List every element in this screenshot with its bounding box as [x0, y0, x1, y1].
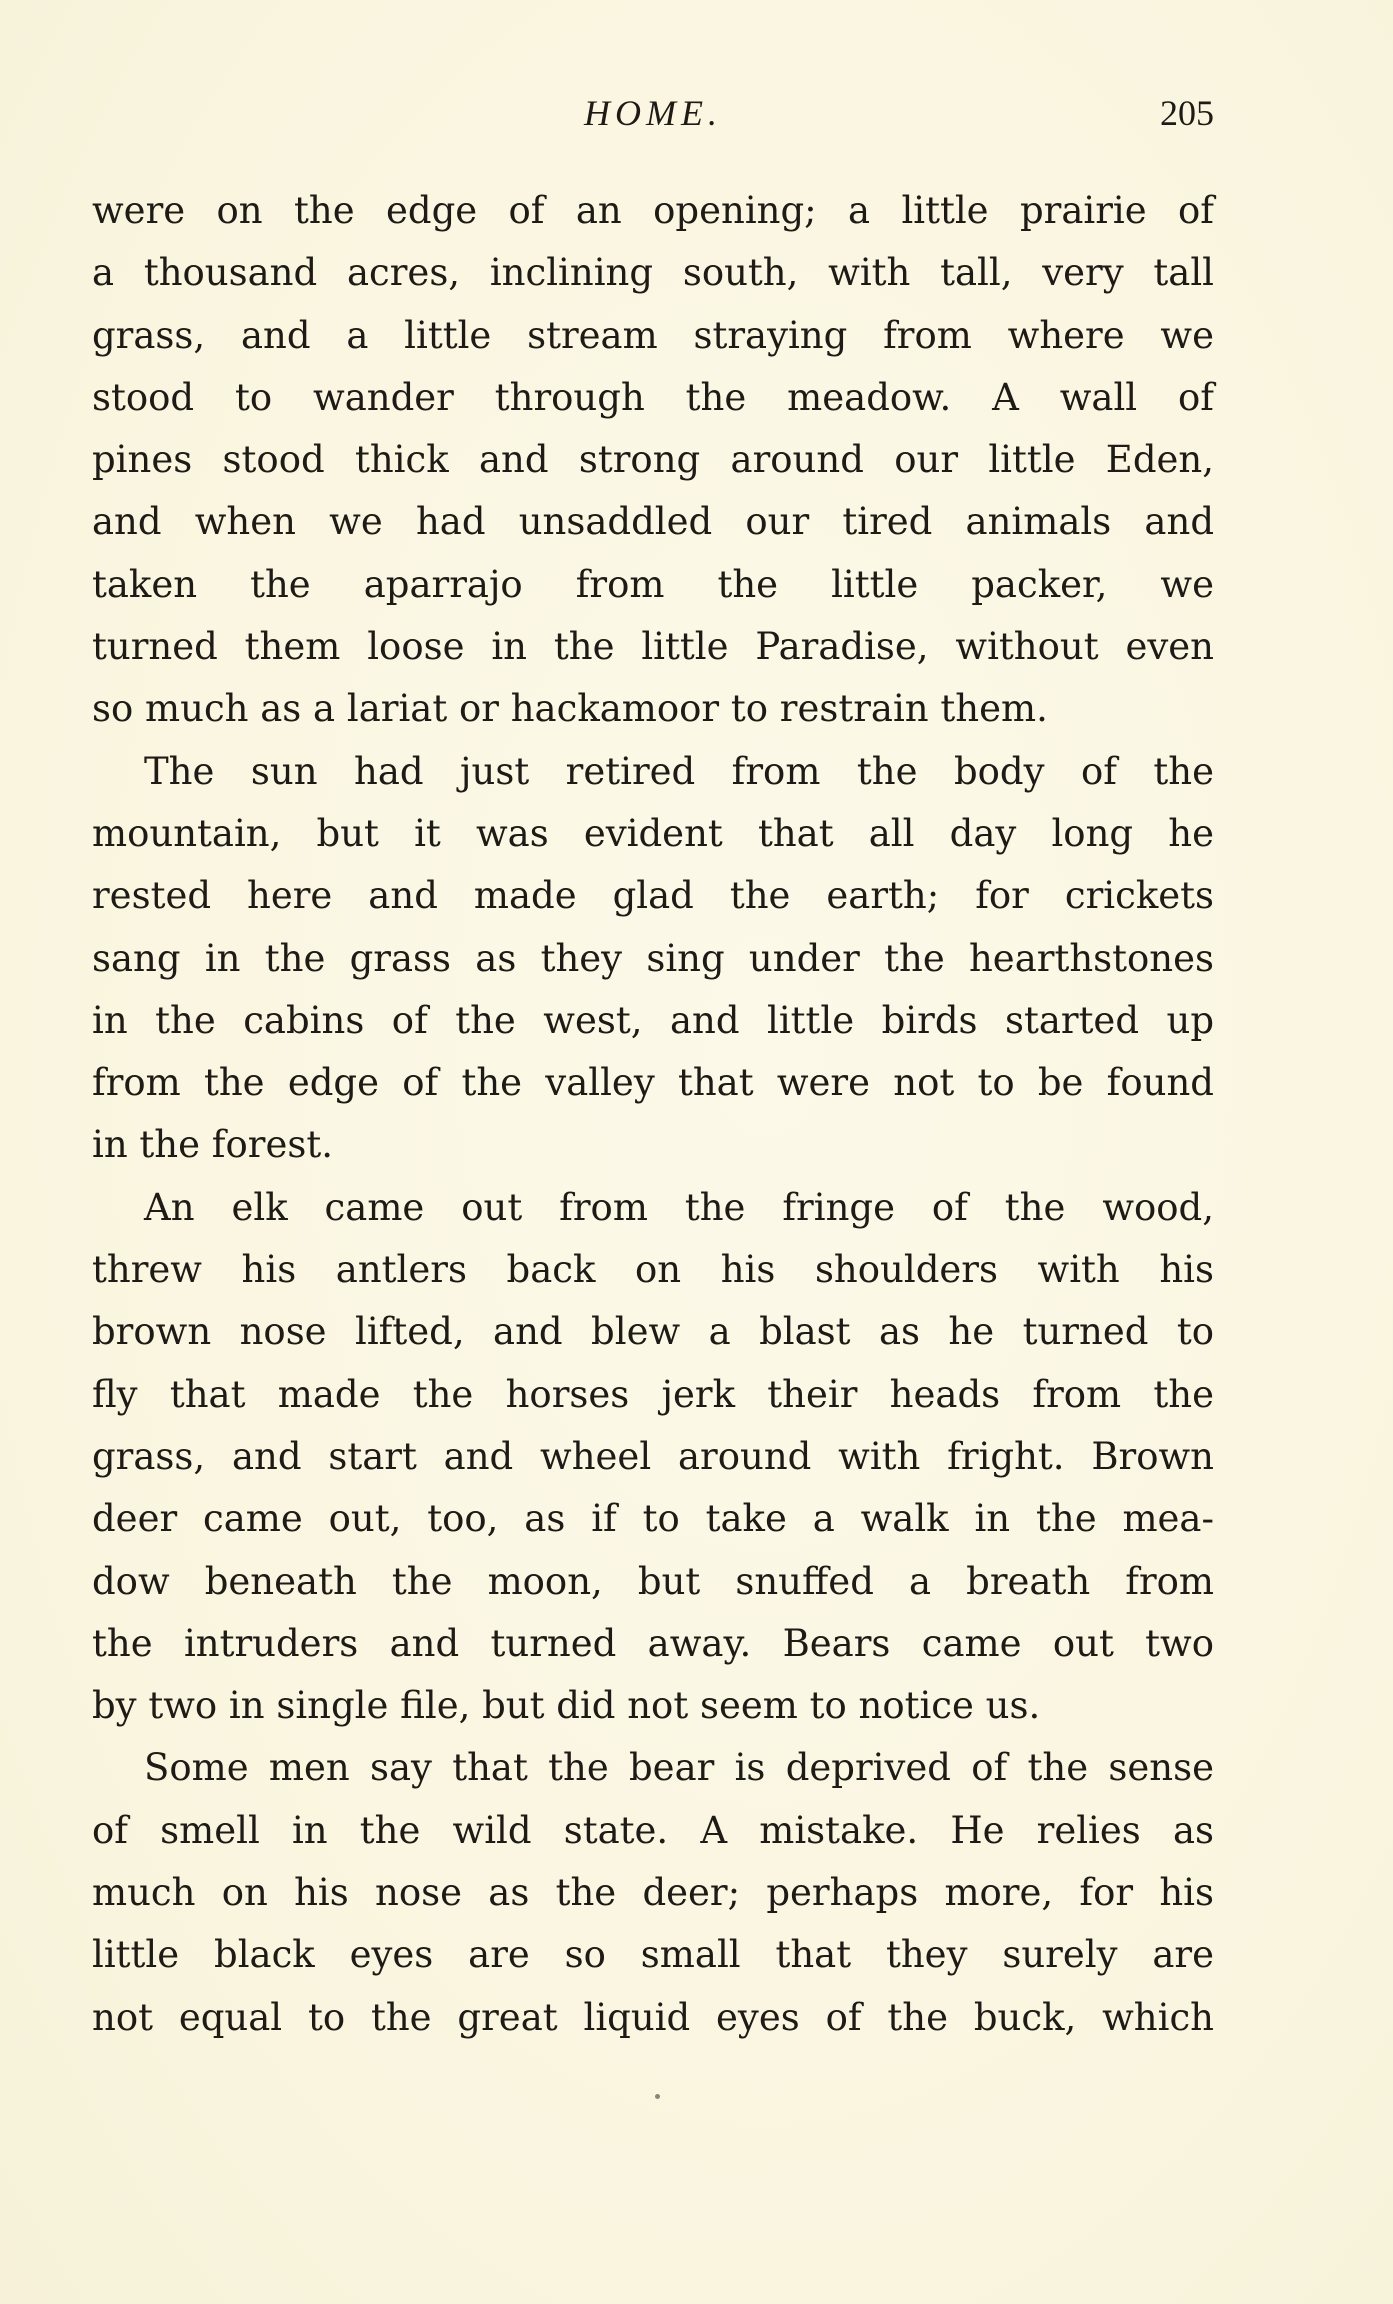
text-line: Some men say that the bear is deprived of the sense: [144, 1746, 1214, 1790]
text-line: so much as a lariat or hackamoor to restrain them.: [92, 687, 1048, 731]
text-line: stood to wander through the meadow. A wall of: [92, 375, 1214, 419]
text-line: not equal to the great liquid eyes of the buck, which: [92, 1995, 1214, 2039]
text-line: were on the edge of an opening; a little prairie of: [92, 189, 1214, 232]
text-line: rested here and made glad the earth; for crickets: [92, 874, 1214, 918]
text-line: fly that made the horses jerk their heads from the: [92, 1372, 1214, 1416]
text-line: An elk came out from the fringe of the wood,: [144, 1185, 1214, 1229]
text-line: by two in single file, but did not seem to notice us.: [92, 1684, 1041, 1728]
text-line: the intruders and turned away. Bears came out two: [92, 1621, 1214, 1665]
text-line: brown nose lifted, and blew a blast as he turned to: [92, 1310, 1214, 1354]
text-line: turned them loose in the little Paradise, without even: [92, 625, 1214, 669]
text-line: of smell in the wild state. A mistake. He relies as: [92, 1808, 1214, 1852]
text-line: deer came out, too, as if to take a walk in the mea-: [92, 1497, 1214, 1541]
running-head: [92, 88, 1214, 138]
page-number: 205: [1160, 93, 1214, 133]
body-text: [92, 180, 1214, 2049]
text-line: The sun had just retired from the body of the: [144, 749, 1214, 793]
text-line: much on his nose as the deer; perhaps more, for his: [92, 1871, 1214, 1915]
running-title: HOME.: [584, 93, 722, 133]
text-line: dow beneath the moon, but snuffed a breath from: [92, 1559, 1214, 1603]
text-line: threw his antlers back on his shoulders with his: [92, 1248, 1214, 1292]
text-line: and when we had unsaddled our tired animals and: [92, 500, 1214, 544]
text-line: in the forest.: [92, 1123, 333, 1167]
text-line: pines stood thick and strong around our little Eden,: [92, 438, 1214, 482]
text-line: in the cabins of the west, and little birds started up: [92, 998, 1214, 1042]
text-line: from the edge of the valley that were not to be found: [92, 1061, 1214, 1105]
text-line: grass, and a little stream straying from where we: [92, 313, 1214, 357]
ink-speck: [655, 2094, 660, 2099]
text-line: a thousand acres, inclining south, with tall, very tall: [92, 251, 1214, 295]
text-line: mountain, but it was evident that all day long he: [92, 811, 1214, 855]
text-line: grass, and start and wheel around with fright. Brown: [92, 1434, 1214, 1478]
text-line: sang in the grass as they sing under the hearthstones: [92, 936, 1214, 980]
text-line: little black eyes are so small that they surely are: [92, 1933, 1214, 1977]
text-line: taken the aparrajo from the little packer, we: [92, 562, 1214, 606]
